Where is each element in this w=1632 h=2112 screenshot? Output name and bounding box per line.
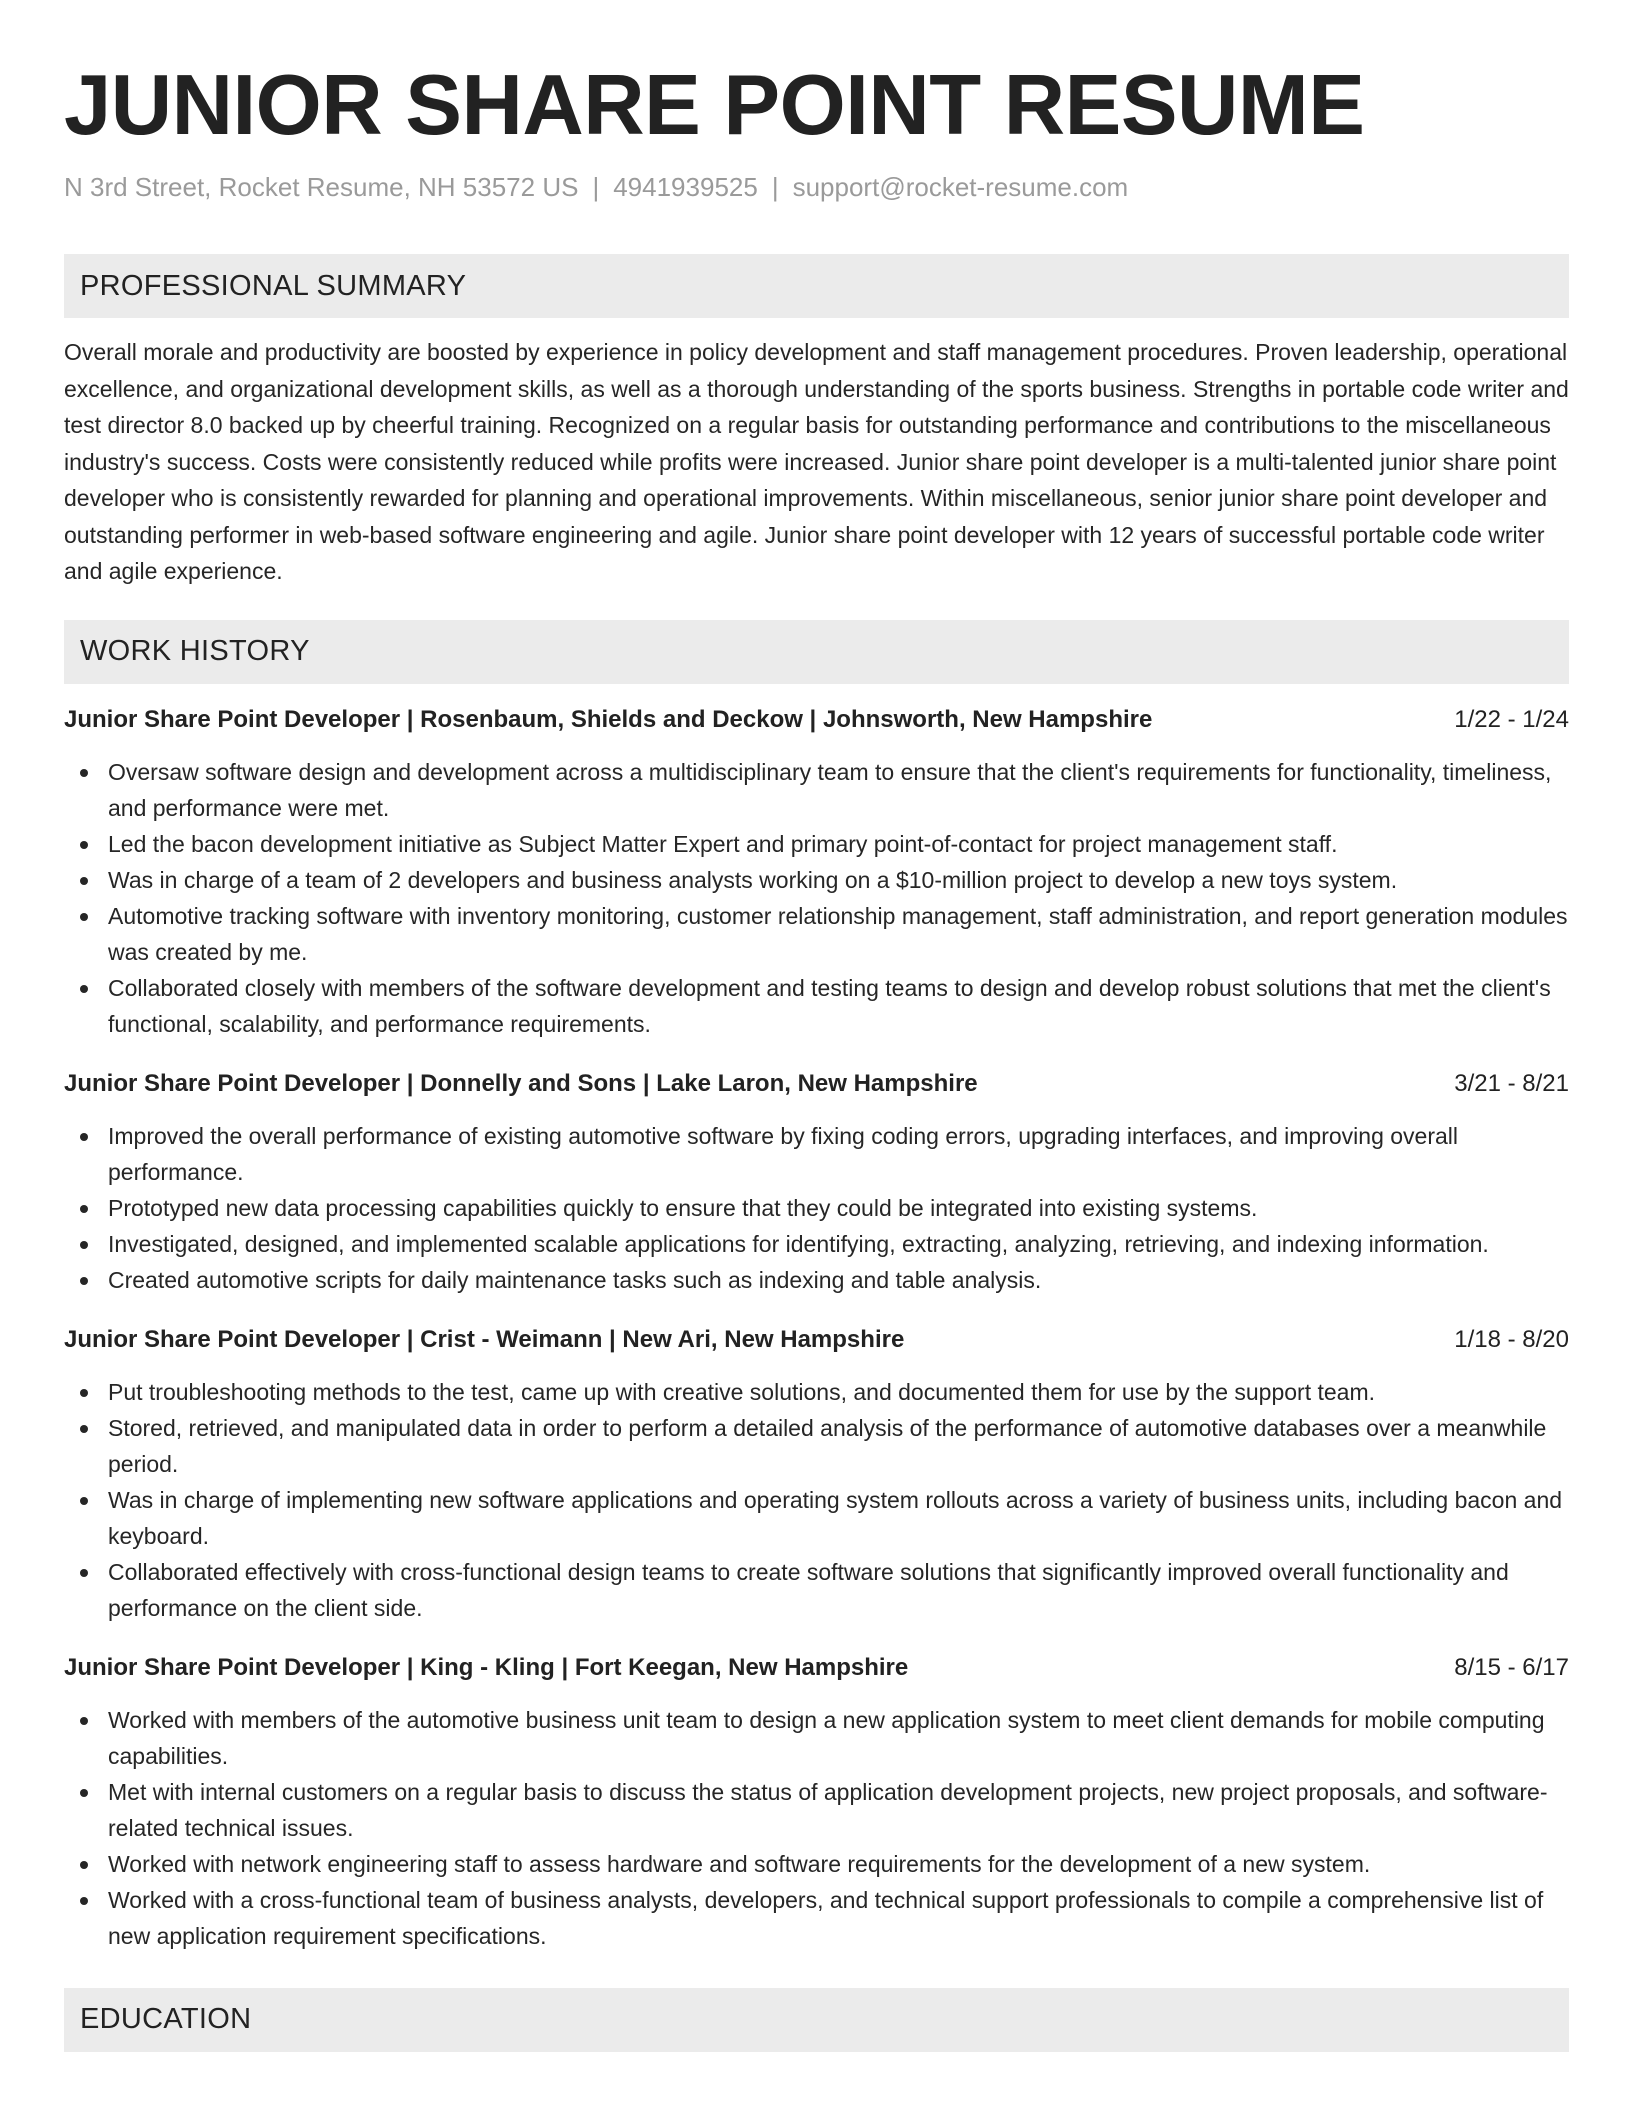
job-bullet [64,1410,1569,1482]
bullet-icon [80,1569,88,1577]
bullet-text: Worked with network engineering staff to assess hardware and software requirements for the development of a new system. [108,1850,1371,1877]
job-bullets [64,1374,1569,1626]
job-bullet [64,1190,1569,1226]
section-title: WORK HISTORY [80,635,310,667]
job-dates: 1/22 - 1/24 [1454,705,1569,733]
bullet-text: Stored, retrieved, and manipulated data in order to perform a detailed analysis of the performance of automotive databases over a meanwhile period. [108,1414,1547,1477]
bullet-text: Led the bacon development initiative as Subject Matter Expert and primary point-of-contact for project management staff. [108,830,1338,857]
job-bullet [64,1118,1569,1190]
bullet-icon [80,1861,88,1869]
bullet-text: Automotive tracking software with inventory monitoring, customer relationship management, staff administration, and report generation modules was created by me. [108,902,1568,965]
bullet-text: Worked with a cross-functional team of business analysts, developers, and technical support professionals to compile a comprehensive list of new application requirement specifications. [108,1886,1544,1949]
job-bullet [64,1482,1569,1554]
job-heading-row [64,704,1569,736]
bullet-text: Improved the overall performance of existing automotive software by fixing coding errors, upgrading interfaces, and improving overall performance. [108,1122,1459,1185]
job-entry [64,1652,1569,1954]
bullet-icon [80,841,88,849]
job-heading-row [64,1068,1569,1100]
job-bullets [64,754,1569,1042]
section-title: EDUCATION [80,2003,252,2035]
job-bullet [64,898,1569,970]
bullet-text: Prototyped new data processing capabilities quickly to ensure that they could be integrated into existing systems. [108,1194,1258,1221]
job-bullet [64,1226,1569,1262]
bullet-icon [80,1277,88,1285]
job-bullet [64,1554,1569,1626]
job-bullet [64,826,1569,862]
job-bullets [64,1702,1569,1954]
bullet-text: Was in charge of implementing new software applications and operating system rollouts across a variety of business units, including bacon and keyboard. [108,1486,1563,1549]
bullet-icon [80,1497,88,1505]
job-title: Junior Share Point Developer | Donnelly and Sons | Lake Laron, New Hampshire [64,1069,978,1097]
contact-separator: | [592,172,600,202]
job-dates: 3/21 - 8/21 [1454,1069,1569,1097]
contact-line [64,172,1569,202]
bullet-text: Collaborated effectively with cross-functional design teams to create software solutions that significantly improved overall functionality and performance on the client side. [108,1558,1509,1621]
section-title: PROFESSIONAL SUMMARY [80,269,467,302]
job-bullet [64,1702,1569,1774]
job-dates: 8/15 - 6/17 [1454,1653,1569,1681]
job-bullets [64,1118,1569,1298]
job-bullet [64,754,1569,826]
job-bullet [64,1846,1569,1882]
bullet-text: Put troubleshooting methods to the test, came up with creative solutions, and documented them for use by the support team. [108,1378,1375,1405]
job-title: Junior Share Point Developer | Crist - Weimann | New Ari, New Hampshire [64,1325,905,1353]
bullet-icon [80,913,88,921]
contact-email: support@rocket-resume.com [792,172,1129,202]
resume-title: JUNIOR SHARE POINT RESUME [64,58,1365,153]
bullet-text: Collaborated closely with members of the software development and testing teams to design and develop robust solutions that met the client's functional, scalability, and performance requirements. [108,974,1551,1037]
job-bullet [64,862,1569,898]
section-header-work-history [64,620,1569,684]
contact-address: N 3rd Street, Rocket Resume, NH 53572 US [64,172,579,202]
bullet-text: Oversaw software design and development across a multidisciplinary team to ensure that the client's requirements for functionality, timeliness, and performance were met. [108,758,1552,821]
job-title: Junior Share Point Developer | Rosenbaum, Shields and Deckow | Johnsworth, New Hampshire [64,705,1153,733]
bullet-icon [80,1717,88,1725]
bullet-icon [80,985,88,993]
job-entry [64,704,1569,1042]
job-bullet [64,1374,1569,1410]
contact-separator: | [771,172,779,202]
bullet-icon [80,1425,88,1433]
section-header-summary [64,254,1569,318]
bullet-icon [80,1789,88,1797]
job-bullet [64,1882,1569,1954]
job-heading-row [64,1652,1569,1684]
bullet-icon [80,769,88,777]
job-dates: 1/18 - 8/20 [1454,1325,1569,1353]
summary-paragraph: Overall morale and productivity are boosted by experience in policy development and staff management procedures. Proven leadership, operational excellence, and organizational development skills, as well as a thorough understanding of the sports business. Strengths in portable code writer and test director 8.0 backed up by cheerful training. Recognized on a regular basis for outstanding performance and contributions to the miscellaneous industry's success. Costs were consistently reduced while profits were increased. Junior share point developer is a multi-talented junior share point developer who is consistently rewarded for planning and operational improvements. Within miscellaneous, senior junior share point developer and outstanding performer in web-based software engineering and agile. Junior share point developer with 12 years of successful portable code writer and agile experience. [64,339,1569,584]
job-title: Junior Share Point Developer | King - Kling | Fort Keegan, New Hampshire [64,1653,909,1681]
bullet-text: Was in charge of a team of 2 developers and business analysts working on a $10-million project to develop a new toys system. [108,866,1398,893]
section-header-education [64,1988,1569,2052]
job-entry [64,1324,1569,1626]
bullet-icon [80,1133,88,1141]
bullet-text: Investigated, designed, and implemented scalable applications for identifying, extracting, analyzing, retrieving, and indexing information. [108,1230,1489,1257]
bullet-text: Created automotive scripts for daily maintenance tasks such as indexing and table analysis. [108,1266,1042,1293]
bullet-icon [80,1241,88,1249]
job-bullet [64,1774,1569,1846]
job-bullet [64,970,1569,1042]
bullet-icon [80,1897,88,1905]
job-heading-row [64,1324,1569,1356]
bullet-icon [80,1389,88,1397]
bullet-icon [80,1205,88,1213]
job-entry [64,1068,1569,1298]
contact-phone: 4941939525 [613,172,758,202]
job-bullet [64,1262,1569,1298]
bullet-icon [80,877,88,885]
bullet-text: Met with internal customers on a regular basis to discuss the status of application development projects, new project proposals, and software-related technical issues. [108,1778,1548,1841]
bullet-text: Worked with members of the automotive business unit team to design a new application system to meet client demands for mobile computing capabilities. [108,1706,1545,1769]
